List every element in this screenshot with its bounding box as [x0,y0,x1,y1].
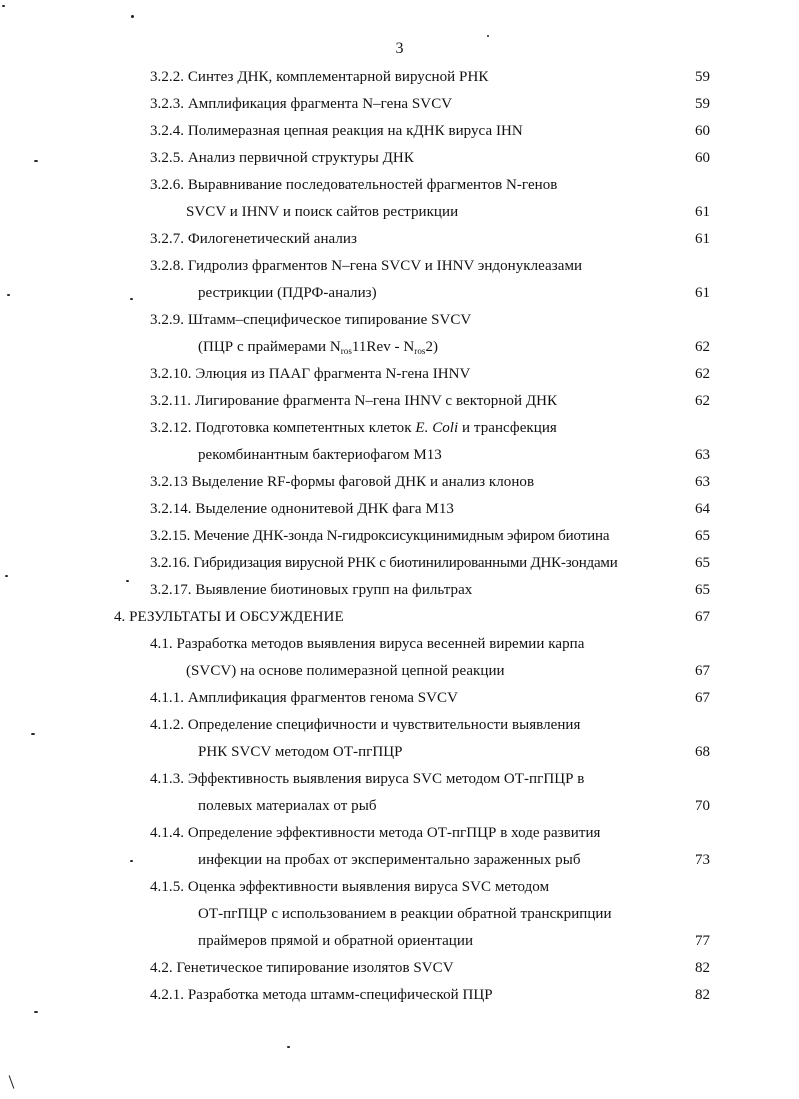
toc-entry-text: 4.1.2. Определение специфичности и чувствительности выявления [150,717,581,733]
toc-entry-text: 4.2.1. Разработка метода штамм-специфической ПЦР [150,987,493,1003]
scan-speck [34,1011,38,1013]
scan-speck [9,1075,15,1088]
toc-entry-page: 77 [695,933,710,949]
toc-entry-page: 61 [695,231,710,247]
toc-entry-text: 3.2.2. Синтез ДНК, комплементарной вирусной РНК [150,69,489,85]
scan-speck [7,294,10,296]
toc-entry-continuation: SVCV и IHNV и поиск сайтов рестрикции [186,204,459,220]
toc-entry-continuation [198,338,438,356]
toc-entry-page: 62 [695,393,710,409]
toc-entry-page: 67 [695,609,710,625]
scan-speck [5,575,8,577]
scan-speck [34,160,38,162]
scan-speck [131,15,134,18]
toc-entry-text: 3.2.10. Элюция из ПААГ фрагмента N-гена IHNV [150,366,471,382]
toc-entry-continuation: (SVCV) на основе полимеразной цепной реакции [186,663,505,679]
toc-entry-continuation: праймеров прямой и обратной ориентации [198,933,474,949]
toc-entry-text: 3.2.15. Мечение ДНК-зонда N-гидроксисукцинимидным эфиром биотина [150,528,610,544]
toc-entry-page: 65 [695,582,710,598]
toc-entry-page: 59 [695,69,710,85]
toc-chapter-title: 4. РЕЗУЛЬТАТЫ И ОБСУЖДЕНИЕ [114,609,344,625]
toc-entry-page: 64 [695,501,710,517]
scan-speck [287,1046,290,1048]
toc-entry-text: 3.2.16. Гибридизация вирусной РНК с биотинилированными ДНК-зондами [150,555,618,571]
toc-primer-part: 11Rev - N [351,339,415,355]
toc-entry-page: 62 [695,339,710,355]
toc-entry-page: 67 [695,663,710,679]
toc-entry-page: 61 [695,204,710,220]
toc-entry-page: 82 [695,987,710,1003]
scan-speck [2,5,5,7]
toc-entry-continuation: РНК SVCV методом ОТ-пгПЦР [198,744,403,760]
scan-speck [126,580,129,582]
toc-entry-page: 70 [695,798,710,814]
toc-entry-text: 4.1.1. Амплификация фрагментов генома SVCV [150,690,458,706]
toc-primer-part: 2) [425,339,439,355]
toc-entry-page: 82 [695,960,710,976]
toc-entry-text: 3.2.13 Выделение RF-формы фаговой ДНК и анализ клонов [150,474,535,490]
toc-text-part: 3.2.12. Подготовка компетентных клеток [150,420,416,436]
toc-entry-text: 4.1.4. Определение эффективности метода ОТ-пгПЦР в ходе развития [150,825,601,841]
toc-entry-page: 65 [695,528,710,544]
toc-entry-text: 3.2.6. Выравнивание последовательностей фрагментов N-генов [150,177,558,193]
toc-entry-continuation: ОТ-пгПЦР с использованием в реакции обратной транскрипции [198,906,612,922]
toc-entry-continuation: рестрикции (ПДРФ-анализ) [198,285,377,301]
toc-entry-text: 3.2.11. Лигирование фрагмента N–гена IHNV с векторной ДНК [150,393,558,409]
toc-text-italic: E. Coli [415,420,459,436]
toc-entry-page: 59 [695,96,710,112]
toc-entry-text: 4.1.3. Эффективность выявления вируса SVC методом ОТ-пгПЦР в [150,771,585,787]
scan-speck [31,733,35,735]
toc-entry-continuation: рекомбинантным бактериофагом М13 [198,447,442,463]
toc-entry-page: 62 [695,366,710,382]
toc-entry-page: 65 [695,555,710,571]
toc-entry-continuation: полевых материалах от рыб [198,798,377,814]
toc-entry-text: 4.1.5. Оценка эффективности выявления вируса SVC методом [150,879,550,895]
toc-entry-page: 67 [695,690,710,706]
toc-entry-page: 63 [695,474,710,490]
toc-entry-text: 3.2.17. Выявление биотиновых групп на фильтрах [150,582,473,598]
toc-entry-text: 4.2. Генетическое типирование изолятов SVCV [150,960,454,976]
toc-primer-subscript: ros [340,346,352,356]
toc-entry-text: 4.1. Разработка методов выявления вируса весенней виремии карпа [150,636,585,652]
toc-primer-subscript: ros [414,346,426,356]
toc-text-part: и трансфекция [458,420,557,436]
scan-speck [130,298,133,300]
toc-entry-text: 3.2.5. Анализ первичной структуры ДНК [150,150,414,166]
page-number: 3 [395,40,404,57]
toc-entry-text: 3.2.4. Полимеразная цепная реакция на кДНК вируса IHN [150,123,523,139]
toc-entry-text: 3.2.14. Выделение однонитевой ДНК фага М13 [150,501,454,517]
scan-speck [487,35,489,37]
toc-entry-continuation: инфекции на пробах от экспериментально зараженных рыб [198,852,581,868]
toc-entry-page: 73 [695,852,710,868]
toc-entry-page: 60 [695,150,710,166]
toc-entry-page: 68 [695,744,710,760]
scan-speck [130,860,133,862]
toc-entry-page: 63 [695,447,710,463]
toc-primer-part: (ПЦР с праймерами N [198,339,341,355]
toc-entry-text [150,419,557,437]
toc-entry-text: 3.2.9. Штамм–специфическое типирование SVCV [150,312,472,328]
toc-entry-text: 3.2.3. Амплификация фрагмента N–гена SVCV [150,96,453,112]
toc-entry-text: 3.2.8. Гидролиз фрагментов N–гена SVCV и IHNV эндонуклеазами [150,258,583,274]
toc-entry-text: 3.2.7. Филогенетический анализ [150,231,357,247]
toc-entry-page: 61 [695,285,710,301]
toc-entry-page: 60 [695,123,710,139]
